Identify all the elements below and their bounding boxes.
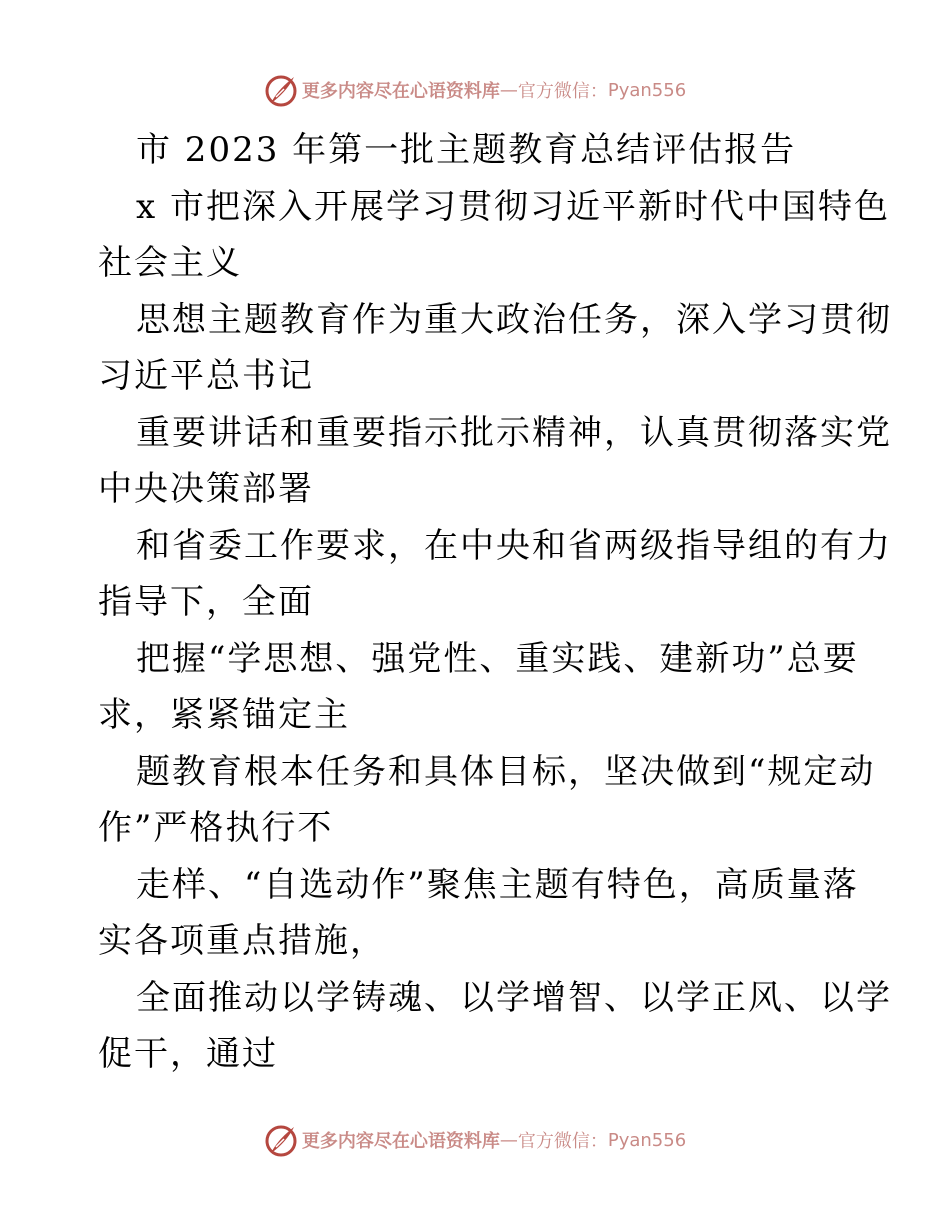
watermark-id: Pyan556 bbox=[607, 1129, 687, 1151]
text-line-1: x 市把深入开展学习贯彻习近平新时代中国特色 bbox=[136, 186, 890, 227]
text-line-10: 求，紧紧锚定主 bbox=[98, 695, 350, 735]
text-line-14: 实各项重点措施， bbox=[98, 921, 386, 961]
text-line-2: 社会主义 bbox=[98, 243, 242, 283]
text-line-5: 重要讲话和重要指示批示精神，认真贯彻落实党 bbox=[136, 412, 892, 453]
watermark-official-label: 官方微信： bbox=[517, 81, 608, 102]
text-line-12: 作”严格执行不 bbox=[98, 808, 334, 848]
watermark-official-label: 官方微信： bbox=[517, 1131, 608, 1152]
text-line-6: 中央决策部署 bbox=[98, 469, 314, 509]
quill-logo-icon bbox=[264, 1123, 298, 1157]
document-body bbox=[98, 122, 892, 1083]
text-line-15: 全面推动以学铸魂、以学增智、以学正风、以学 bbox=[136, 977, 892, 1018]
watermark-main-text: 更多内容尽在心语资料库 bbox=[301, 1131, 500, 1152]
text-line-9: 把握“学思想、强党性、重实践、建新功”总要 bbox=[136, 638, 859, 679]
text-line-16: 促干，通过 bbox=[98, 1034, 278, 1074]
quill-logo-icon bbox=[264, 73, 298, 107]
watermark-banner-top bbox=[0, 70, 950, 110]
watermark-dash: — bbox=[499, 1129, 518, 1151]
watermark-banner-bottom bbox=[0, 1120, 950, 1160]
text-line-7: 和省委工作要求，在中央和省两级指导组的有力 bbox=[136, 525, 892, 566]
text-line-13: 走样、“自选动作”聚焦主题有特色，高质量落 bbox=[136, 864, 859, 905]
watermark-main-text: 更多内容尽在心语资料库 bbox=[301, 81, 500, 102]
text-line-3: 思想主题教育作为重大政治任务，深入学习贯彻 bbox=[136, 299, 892, 340]
text-line-11: 题教育根本任务和具体目标，坚决做到“规定动 bbox=[136, 751, 876, 792]
watermark-dash: — bbox=[499, 79, 518, 101]
text-line-8: 指导下，全面 bbox=[98, 582, 314, 622]
document-title: 市 2023 年第一批主题教育总结评估报告 bbox=[136, 130, 797, 170]
watermark-id: Pyan556 bbox=[607, 79, 687, 101]
text-line-4: 习近平总书记 bbox=[98, 356, 314, 396]
